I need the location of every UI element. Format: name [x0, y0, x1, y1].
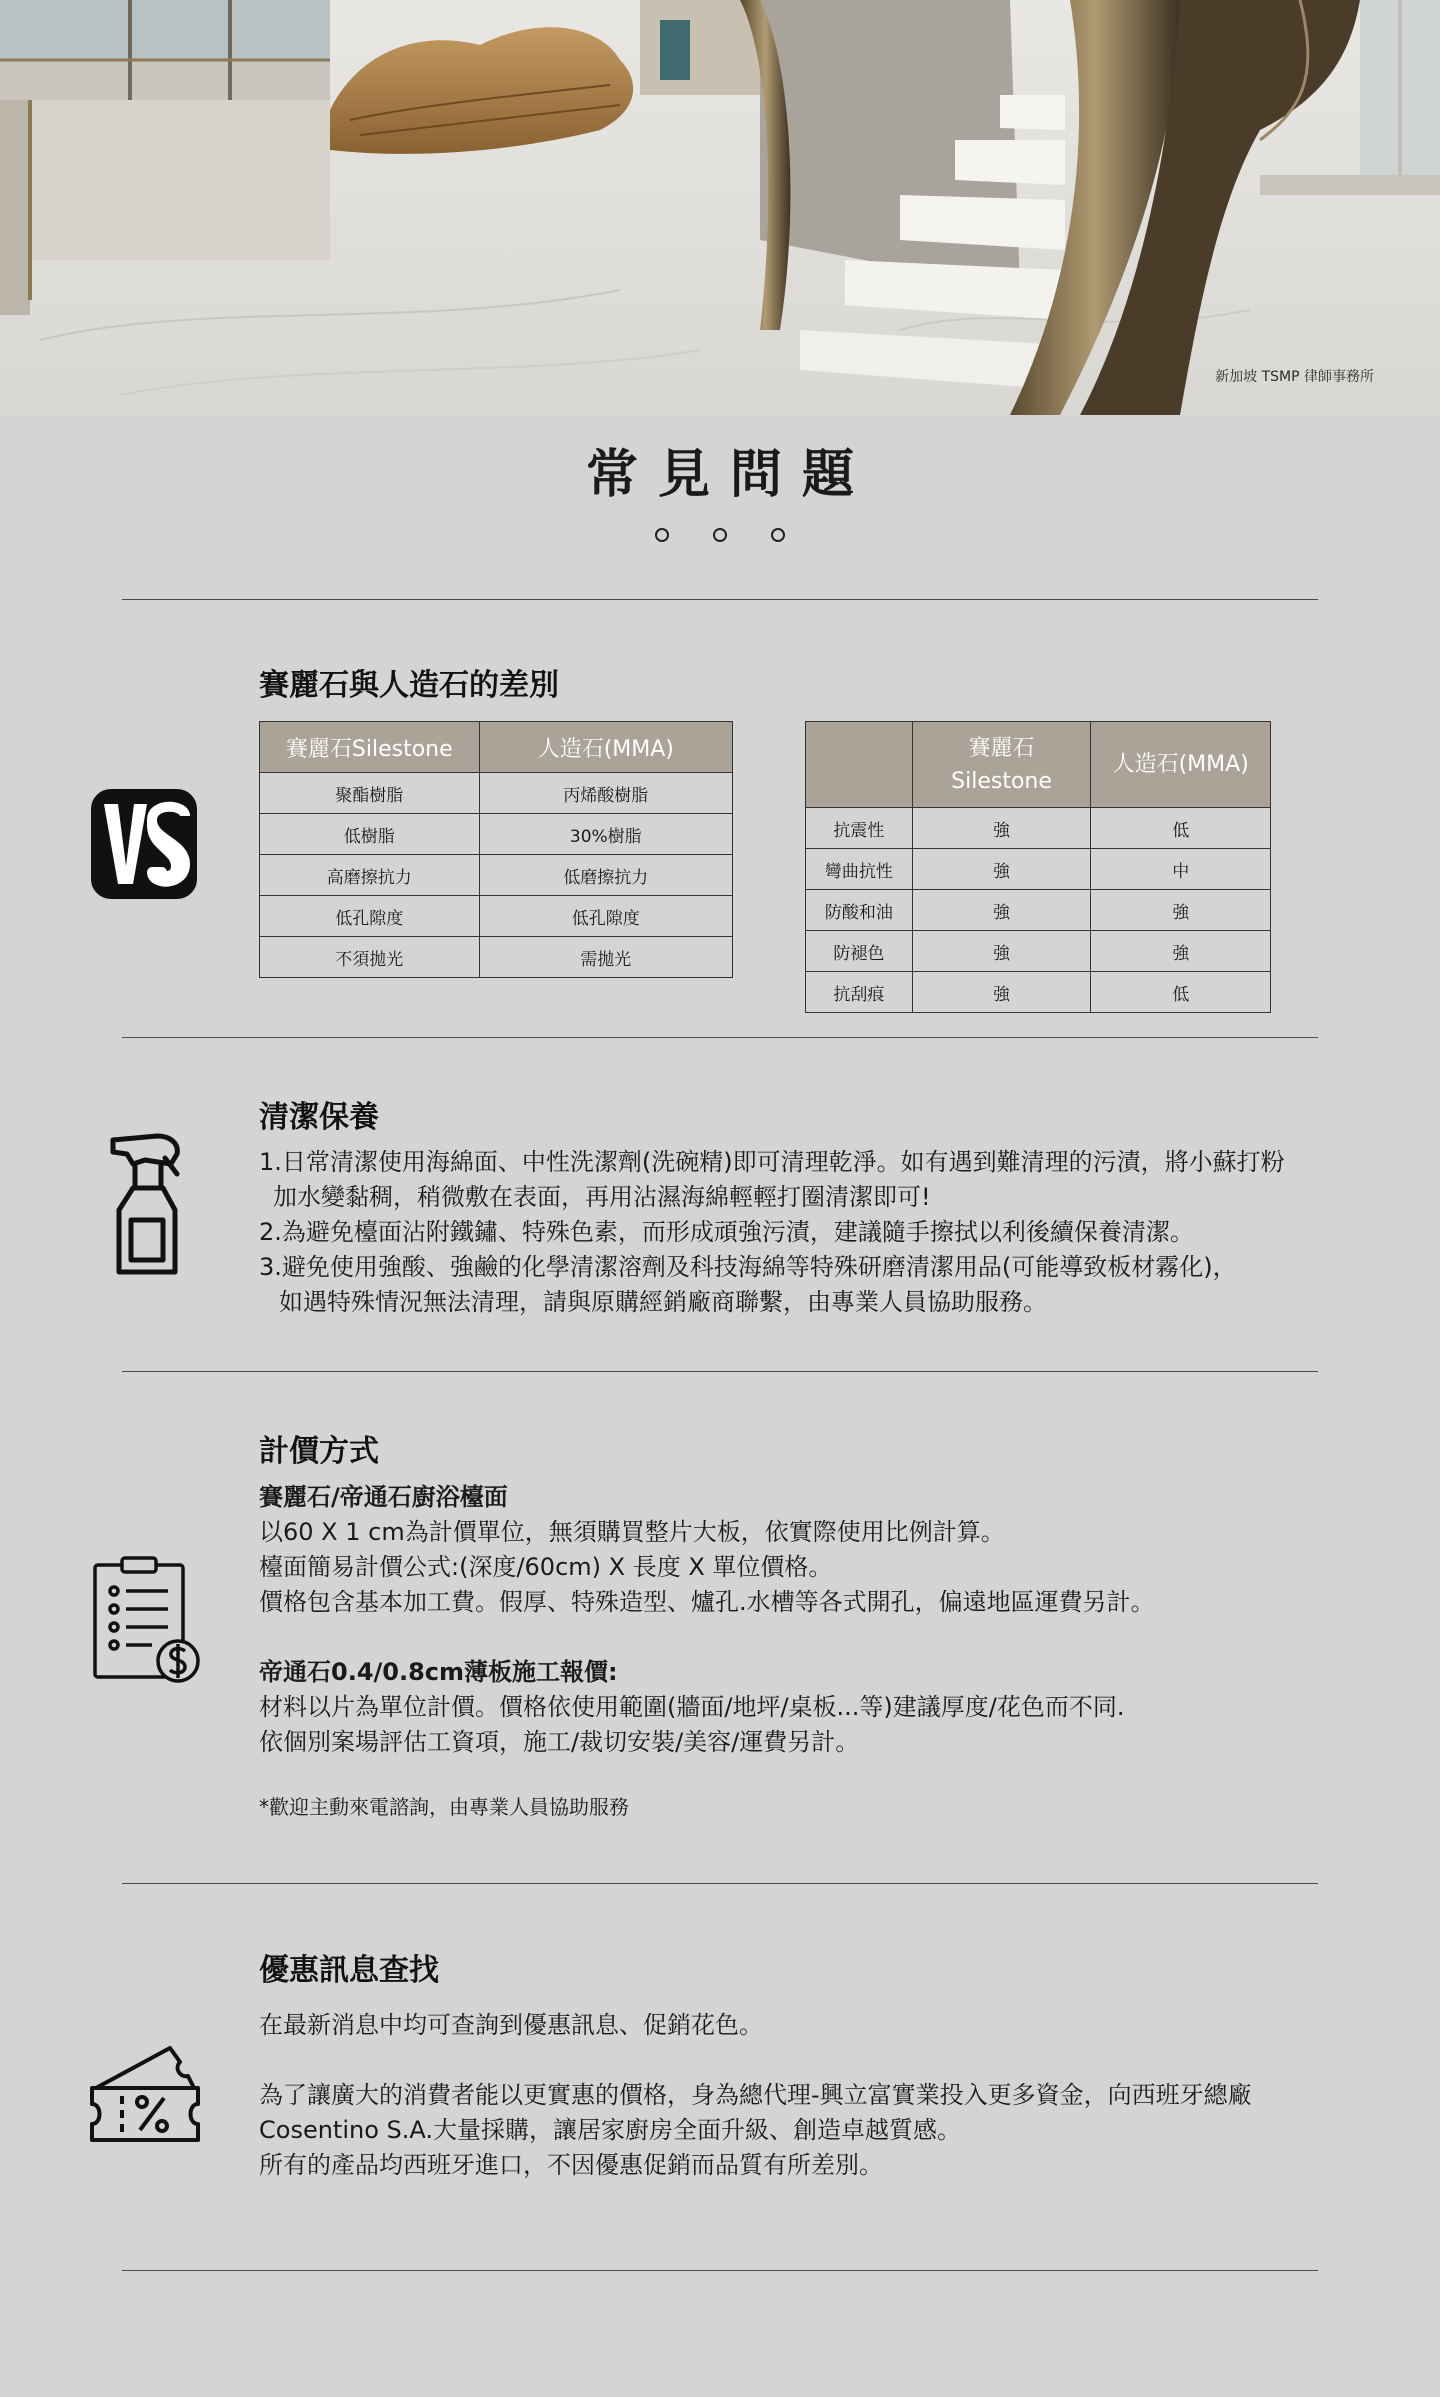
table-cell: 中 — [1091, 849, 1271, 890]
photo-caption: 新加坡 TSMP 律師事務所 — [1215, 369, 1374, 385]
table-cell: 強 — [912, 931, 1091, 972]
table-cell: 需拋光 — [479, 937, 732, 978]
table-cell: 不須拋光 — [260, 937, 480, 978]
pricing-text — [259, 1480, 1359, 1825]
table-cell: 低孔隙度 — [260, 896, 480, 937]
pricing-line: 檯面簡易計價公式:(深度/60cm) X 長度 X 單位價格。 — [259, 1553, 833, 1581]
table-row — [806, 931, 1271, 972]
table-cell: 低孔隙度 — [479, 896, 732, 937]
promo-text — [259, 2008, 1369, 2183]
table-row — [260, 855, 733, 896]
cleaning-line: 如遇特殊情況無法清理，請與原購經銷廠商聯繫，由專業人員協助服務。 — [279, 1288, 1047, 1316]
section-divider — [122, 1037, 1318, 1038]
spacer — [259, 1760, 1359, 1790]
table-cell: 強 — [912, 972, 1091, 1013]
table-header-row — [806, 722, 1271, 808]
dot-decoration — [655, 528, 669, 542]
table-header-cell: 賽麗石 Silestone — [912, 722, 1091, 808]
promo-line: 為了讓廣大的消費者能以更實惠的價格，身為總代理-興立富實業投入更多資金，向西班牙總廠 — [259, 2081, 1252, 2109]
table-row — [260, 896, 733, 937]
table-cell: 防酸和油 — [806, 890, 913, 931]
dot-decoration — [771, 528, 785, 542]
table-cell: 高磨擦抗力 — [260, 855, 480, 896]
table-header-cell: 賽麗石Silestone — [260, 722, 480, 773]
table-cell: 低 — [1091, 972, 1271, 1013]
spray-bottle-icon — [105, 1130, 185, 1282]
discount-ticket-icon — [88, 2040, 202, 2154]
table-cell: 強 — [912, 849, 1091, 890]
dot-decoration — [713, 528, 727, 542]
table-cell: 強 — [912, 808, 1091, 849]
cleaning-line: 加水變黏稠，稍微敷在表面，再用沾濕海綿輕輕打圈清潔即可! — [273, 1183, 931, 1211]
table-cell: 低 — [1091, 808, 1271, 849]
table-cell: 強 — [912, 890, 1091, 931]
pricing-line: 依個別案場評估工資項，施工/裁切安裝/美容/運費另計。 — [259, 1728, 860, 1756]
title-dots — [655, 528, 785, 548]
comparison-table-materials — [259, 721, 733, 978]
difference-section-title: 賽麗石與人造石的差別 — [259, 668, 559, 703]
promo-section-title: 優惠訊息查找 — [259, 1953, 439, 1988]
comparison-table-properties — [805, 721, 1271, 1013]
table-header-cell: 人造石(MMA) — [479, 722, 732, 773]
hero-image — [0, 0, 1440, 415]
section-divider — [122, 2270, 1318, 2271]
table-cell: 低樹脂 — [260, 814, 480, 855]
spacer — [259, 2043, 1369, 2078]
pricing-note: *歡迎主動來電諮詢，由專業人員協助服務 — [259, 1795, 629, 1819]
pricing-section-title: 計價方式 — [259, 1434, 379, 1469]
cleaning-text — [259, 1145, 1359, 1320]
table-cell: 低磨擦抗力 — [479, 855, 732, 896]
pricing-line: 價格包含基本加工費。假厚、特殊造型、爐孔.水槽等各式開孔，偏遠地區運費另計。 — [259, 1588, 1155, 1616]
table-header-cell: 人造石(MMA) — [1091, 722, 1271, 808]
section-divider — [122, 1883, 1318, 1884]
cleaning-line: 2.為避免檯面沾附鐵鏽、特殊色素，而形成頑強污漬，建議隨手擦拭以利後續保養清潔。 — [259, 1218, 1194, 1246]
table-header-row — [260, 722, 733, 773]
promo-line: 在最新消息中均可查詢到優惠訊息、促銷花色。 — [259, 2011, 763, 2039]
invoice-icon — [92, 1555, 204, 1689]
table-cell: 丙烯酸樹脂 — [479, 773, 732, 814]
table-row — [260, 937, 733, 978]
page-title: 常見問題 — [585, 445, 874, 505]
promo-line: Cosentino S.A.大量採購，讓居家廚房全面升級、創造卓越質感。 — [259, 2116, 962, 2144]
pricing-subtitle: 帝通石0.4/0.8cm薄板施工報價: — [259, 1658, 618, 1686]
interior-photo — [0, 0, 1440, 415]
table-cell: 聚酯樹脂 — [260, 773, 480, 814]
table-row — [806, 808, 1271, 849]
section-divider — [122, 599, 1318, 600]
promo-line: 所有的產品均西班牙進口，不因優惠促銷而品質有所差別。 — [259, 2151, 883, 2179]
cleaning-section-title: 清潔保養 — [259, 1100, 379, 1135]
table-cell: 防褪色 — [806, 931, 913, 972]
table-cell: 抗震性 — [806, 808, 913, 849]
table-header-cell — [806, 722, 913, 808]
pricing-line: 材料以片為單位計價。價格依使用範圍(牆面/地坪/桌板...等)建議厚度/花色而不同. — [259, 1693, 1125, 1721]
table-row — [806, 972, 1271, 1013]
table-row — [260, 814, 733, 855]
table-cell: 30%樹脂 — [479, 814, 732, 855]
table-cell: 強 — [1091, 931, 1271, 972]
table-cell: 強 — [1091, 890, 1271, 931]
spacer — [259, 1620, 1359, 1655]
table-row — [260, 773, 733, 814]
table-row — [806, 849, 1271, 890]
table-row — [806, 890, 1271, 931]
cleaning-line: 3.避免使用強酸、強鹼的化學清潔溶劑及科技海綿等特殊研磨清潔用品(可能導致板材霧化)， — [259, 1253, 1237, 1281]
pricing-subtitle: 賽麗石/帝通石廚浴檯面 — [259, 1483, 508, 1511]
vs-icon — [90, 788, 198, 904]
table-cell: 彎曲抗性 — [806, 849, 913, 890]
section-divider — [122, 1371, 1318, 1372]
table-cell: 抗刮痕 — [806, 972, 913, 1013]
pricing-line: 以60 X 1 cm為計價單位，無須購買整片大板，依實際使用比例計算。 — [259, 1518, 1005, 1546]
cleaning-line: 1.日常清潔使用海綿面、中性洗潔劑(洗碗精)即可清理乾淨。如有遇到難清理的污漬，將小蘇打粉 — [259, 1148, 1285, 1176]
